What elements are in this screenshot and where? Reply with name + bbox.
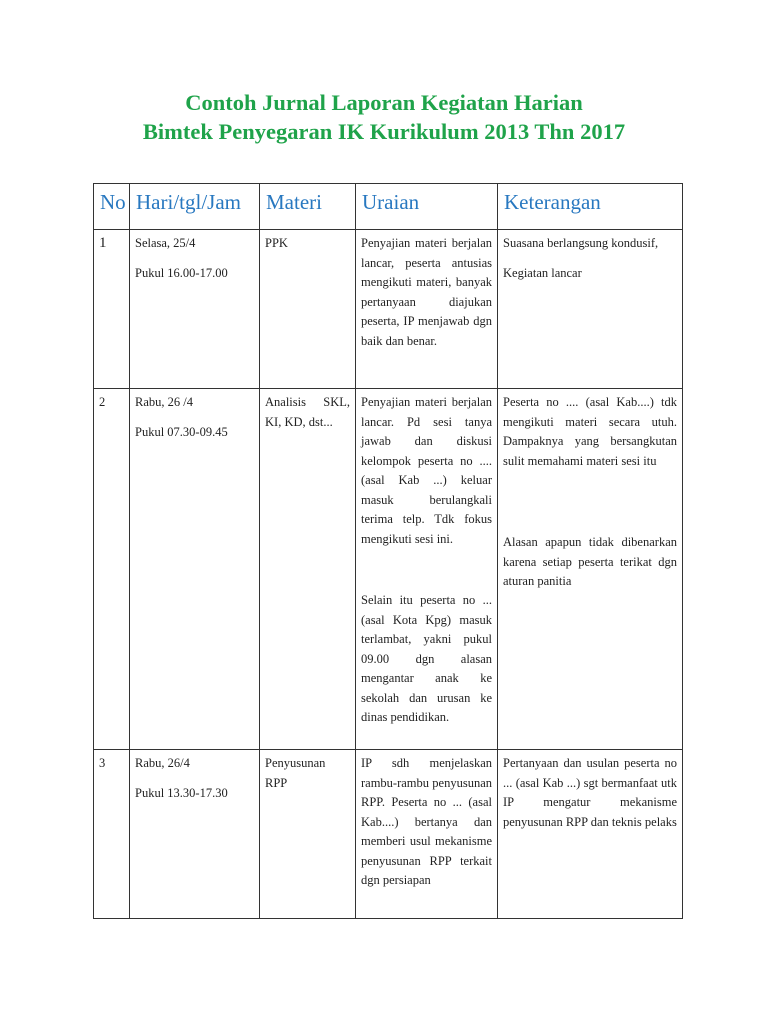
uraian-cell xyxy=(356,230,498,389)
journal-table xyxy=(93,183,683,919)
document-title-line-2: Bimtek Penyegaran IK Kurikulum 2013 Thn 2017 xyxy=(142,119,626,144)
materi-cell xyxy=(260,389,356,750)
hari-tgl-jam-cell xyxy=(130,750,260,919)
keterangan-text: Alasan apapun tidak dibenarkan karena setiap peserta terikat dgn aturan panitia xyxy=(503,535,677,588)
row-number: 3 xyxy=(94,750,130,919)
keterangan-text: Suasana berlangsung kondusif, xyxy=(503,236,659,250)
table-header-row xyxy=(94,184,683,230)
materi-cell: PPK xyxy=(260,230,356,389)
hari-tgl-jam-cell xyxy=(130,389,260,750)
jam: Pukul 07.30-09.45 xyxy=(135,424,228,439)
uraian-text: Penyajian materi berjalan lancar, peserta antusias mengikuti materi, banyak pertanyaan diajukan peserta, IP menjawab dgn baik dan benar. xyxy=(361,236,492,348)
hari-tanggal: Rabu, 26/4 xyxy=(135,756,190,770)
hari-tgl-jam-cell xyxy=(130,230,260,389)
hari-tanggal: Rabu, 26 /4 xyxy=(135,395,193,409)
keterangan-cell xyxy=(498,750,683,919)
document-title-line-1: Contoh Jurnal Laporan Kegiatan Harian xyxy=(185,90,583,115)
keterangan-text: Peserta no .... (asal Kab....) tdk mengikuti materi secara utuh. Dampaknya yang bersangkutan sulit memahami materi sesi itu xyxy=(503,395,677,468)
header-keterangan: Keterangan xyxy=(498,184,683,230)
keterangan-text: Pertanyaan dan usulan peserta no ... (asal Kab ...) sgt bermanfaat utk IP mengatur mekanisme penyusunan RPP dan teknis pelaks xyxy=(503,756,677,829)
uraian-text: IP sdh menjelaskan rambu-rambu penyusunan RPP. Peserta no ... (asal Kab....) bertanya dan memberi usul mekanisme penyusunan RPP terkait dgn persiapan xyxy=(361,756,492,887)
jam: Pukul 13.30-17.30 xyxy=(135,785,228,800)
table-row xyxy=(94,389,683,750)
keterangan-text: Kegiatan lancar xyxy=(503,265,582,280)
row-number: 2 xyxy=(94,389,130,750)
materi-cell: Penyusunan RPP xyxy=(260,750,356,919)
uraian-text: Penyajian materi berjalan lancar. Pd sesi tanya jawab dan diskusi kelompok peserta no ....(asal Kab ...) keluar masuk berulangkali terima telp. Tdk fokus mengikuti sesi ini. xyxy=(361,395,492,546)
hari-tanggal: Selasa, 25/4 xyxy=(135,236,196,250)
header-no: No xyxy=(94,184,130,230)
keterangan-cell xyxy=(498,230,683,389)
jam: Pukul 16.00-17.00 xyxy=(135,265,228,280)
materi-text: Analisis SKL, KI, KD, dst... xyxy=(265,395,350,429)
uraian-cell xyxy=(356,389,498,750)
header-materi: Materi xyxy=(260,184,356,230)
keterangan-cell xyxy=(498,389,683,750)
header-uraian: Uraian xyxy=(356,184,498,230)
uraian-text: Selain itu peserta no ... (asal Kota Kpg) masuk terlambat, yakni pukul 09.00 dgn alasan mengantar anak ke sekolah dan urusan ke dinas pendidikan. xyxy=(361,593,492,724)
uraian-cell xyxy=(356,750,498,919)
header-hari-tgl-jam: Hari/tgl/Jam xyxy=(130,184,260,230)
table-row xyxy=(94,230,683,389)
table-row xyxy=(94,750,683,919)
row-number: 1 xyxy=(94,230,130,389)
